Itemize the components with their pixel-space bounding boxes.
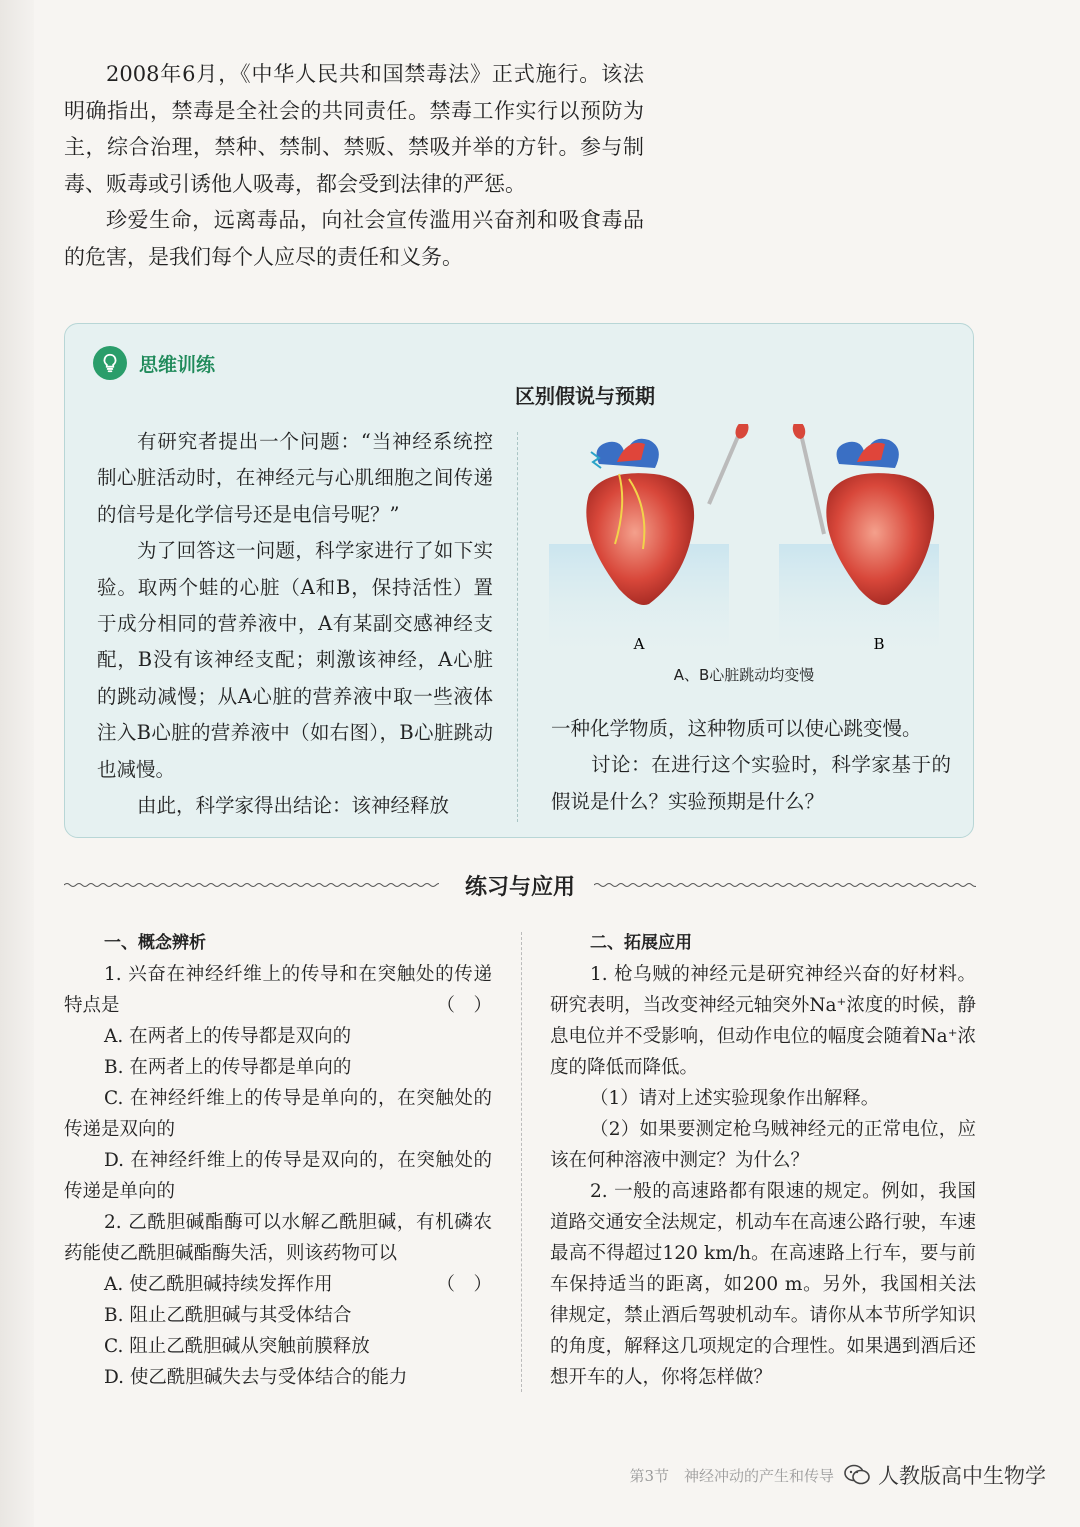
q1-option-a: A. 在两者上的传导都是双向的 xyxy=(104,1026,352,1047)
q2-option-b: B. 阻止乙酰胆碱与其受体结合 xyxy=(104,1305,352,1326)
app-question-1-sub-2: （2）如果要测定枪乌贼神经元的正常电位，应该在何种溶液中测定？为什么？ xyxy=(550,1119,976,1171)
heart-b-label: B xyxy=(873,635,885,653)
app-question-1: 1. 枪乌贼的神经元是研究神经兴奋的好材料。研究表明，当改变神经元轴突外Na⁺浓度的时候，静息电位并不受影响，但动作电位的幅度会随着Na⁺浓度的降低而降低。 xyxy=(550,964,976,1078)
box-right-paragraph-2: 讨论：在进行这个实验时，科学家基于的假说是什么？实验预期是什么？ xyxy=(551,753,951,813)
box-header xyxy=(93,346,215,380)
box-left-text xyxy=(97,424,493,824)
q2-option-a: A. 使乙酰胆碱持续发挥作用 xyxy=(104,1274,333,1295)
section-header xyxy=(64,868,976,902)
q1-option-b: B. 在两者上的传导都是单向的 xyxy=(104,1057,352,1078)
box-right-paragraph-1: 一种化学物质，这种物质可以使心跳变慢。 xyxy=(551,717,922,740)
column-divider xyxy=(521,932,522,1392)
column-divider xyxy=(517,432,518,822)
app-question-1-sub-1: （1）请对上述实验现象作出解释。 xyxy=(590,1088,880,1109)
q2-option-d: D. 使乙酰胆碱失去与受体结合的能力 xyxy=(104,1367,408,1388)
answer-paren: （ ） xyxy=(436,995,492,1016)
right-heading: 二、拓展应用 xyxy=(590,933,692,953)
lightbulb-icon xyxy=(93,346,127,380)
box-label: 思维训练 xyxy=(139,353,216,376)
section-title: 练习与应用 xyxy=(464,875,575,900)
app-question-2: 2. 一般的高速路都有限速的规定。例如，我国道路交通安全法规定，机动车在高速公路行驶，车速最高不得超过120 km/h。在高速路上行车，要与前车保持适当的距离，如200 m。另外，我国相关法律规定，禁止酒后驾驶机动车。请你从本节所学知识的角度，解释这几项规定的合理性。如果遇到酒后还想开车的人，你将怎样做？ xyxy=(550,1181,976,1388)
q1-option-d: D. 在神经纤维上的传导是双向的，在突触处的传递是单向的 xyxy=(64,1150,492,1202)
box-left-paragraph-1: 有研究者提出一个问题：“当神经系统控制心脏活动时，在神经元与心肌细胞之间传递的信号是化学信号还是电信号呢？” xyxy=(97,430,493,526)
intro-text xyxy=(64,56,644,275)
dropper-icon xyxy=(709,424,824,534)
heart-experiment-figure xyxy=(539,424,949,699)
q1-option-c: C. 在神经纤维上的传导是单向的，在突触处的传递是双向的 xyxy=(64,1088,492,1140)
intro-paragraph-2: 珍爱生命，远离毒品，向社会宣传滥用兴奋剂和吸食毒品的危害，是我们每个人应尽的责任和义务。 xyxy=(64,208,644,269)
box-left-paragraph-3: 由此，科学家得出结论：该神经释放 xyxy=(137,794,450,818)
box-left-paragraph-2: 为了回答这一问题，科学家进行了如下实验。取两个蛙的心脏（A和B，保持活性）置于成分相同的营养液中，A有某副交感神经支配，B没有该神经支配；刺激该神经，A心脏的跳动减慢；从A心脏的营养液中取一些液体注入B心脏的营养液中（如右图），B心脏跳动也减慢。 xyxy=(97,539,493,781)
watermark-text: 人教版高中生物学 xyxy=(878,1464,1046,1488)
page-footer xyxy=(629,1460,1046,1490)
box-right-text xyxy=(551,711,951,820)
intro-paragraph-1: 2008年6月，《中华人民共和国禁毒法》正式施行。该法明确指出，禁毒是全社会的共同责任。禁毒工作实行以预防为主，综合治理，禁种、禁制、禁贩、禁吸并举的方针。参与制毒、贩毒或引诱他人吸毒，都会受到法律的严惩。 xyxy=(64,62,644,196)
question-2: 2. 乙酰胆碱酯酶可以水解乙酰胆碱，有机磷农药能使乙酰胆碱酯酶失活，则该药物可以 （ ） xyxy=(64,1207,492,1269)
figure-caption: A、B心脏跳动均变慢 xyxy=(673,666,815,684)
question-1: 1. 兴奋在神经纤维上的传导和在突触处的传递特点是 （ ） xyxy=(64,959,492,1021)
wavy-divider-right xyxy=(594,882,976,888)
page-edge-shadow xyxy=(0,0,34,1527)
q2-option-c: C. 阻止乙酰胆碱从突触前膜释放 xyxy=(104,1336,370,1357)
page-reference: 第3节 神经冲动的产生和传导 xyxy=(629,1466,834,1485)
left-heading: 一、概念辨析 xyxy=(104,933,206,953)
heart-a-label: A xyxy=(633,635,645,653)
box-title: 区别假说与预期 xyxy=(515,384,655,408)
wechat-icon xyxy=(844,1464,870,1486)
concept-analysis-column xyxy=(64,928,492,1393)
thinking-training-box xyxy=(64,323,974,838)
extended-application-column xyxy=(550,928,976,1393)
answer-paren: （ ） xyxy=(436,1274,492,1295)
